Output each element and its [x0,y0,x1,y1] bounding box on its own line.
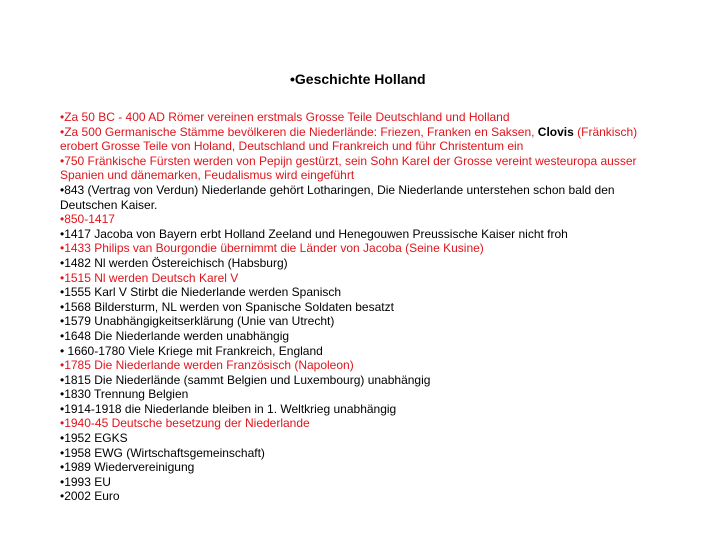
timeline-item: •843 (Vertrag von Verdun) Niederlande gehört Lotharingen, Die Niederlande unterstehen schon bald den [60,182,615,197]
timeline-item: •1433 Philips van Bourgondie übernimmt die Länder von Jacoba (Seine Kusine) [60,241,484,256]
timeline-item: •1914-1918 die Niederlande bleiben in 1. Weltkrieg unabhängig [60,401,397,416]
timeline-item: •1993 EU [60,474,111,489]
slide-title: •Geschichte Holland [290,71,426,87]
timeline-item: •1785 Die Niederlande werden Französisch (Napoleon) [60,358,354,373]
timeline-item: •1648 Die Niederlande werden unabhängig [60,328,290,343]
item-text: •Za 500 Germanische Stämme bevölkeren die Niederlände: Friezen, Franken en Saksen, [60,124,538,139]
timeline-item [60,125,700,140]
timeline-item: •1482 Nl werden Östereichisch (Habsburg) [60,255,288,270]
timeline-item: •1830 Trennung Belgien [60,387,189,402]
item-emphasis: Clovis [537,124,574,139]
timeline-list [60,110,700,504]
item-text: (Fränkisch) [573,124,638,139]
timeline-item: Spanien und dänemarken, Feudalismus wird eingeführt [60,168,355,183]
timeline-item: •1952 EGKS [60,431,128,446]
timeline-item: •1568 Bildersturm, NL werden von Spanische Soldaten besatzt [60,299,394,314]
timeline-item: •1515 Nl werden Deutsch Karel V [60,270,239,285]
timeline-item: • 1660-1780 Viele Kriege mit Frankreich, England [60,343,323,358]
timeline-item: •1958 EWG (Wirtschaftsgemeinschaft) [60,445,265,460]
timeline-item: •1555 Karl V Stirbt die Niederlande werden Spanisch [60,285,342,300]
timeline-item: •1579 Unabhängigkeitserklärung (Unie van Utrecht) [60,314,335,329]
timeline-item: erobert Grosse Teile von Holand, Deutschland und Frankreich und führ Christentum ein [60,139,524,154]
timeline-item: •1815 Die Niederlände (sammt Belgien und Luxembourg) unabhängig [60,372,431,387]
timeline-item: •850-1417 [60,212,115,227]
timeline-item: •2002 Euro [60,489,120,504]
timeline-item: •1940-45 Deutsche besetzung der Niederlande [60,416,310,431]
timeline-item: •1989 Wiedervereinigung [60,460,195,475]
timeline-item: •750 Fränkische Fürsten werden von Pepijn gestürzt, sein Sohn Karel der Grosse vereint westeuropa ausser [60,153,637,168]
timeline-item: •1417 Jacoba von Bayern erbt Holland Zeeland und Henegouwen Preussische Kaiser nicht froh [60,226,568,241]
timeline-item: Deutschen Kaiser. [60,197,158,212]
timeline-item: •Za 50 BC - 400 AD Römer vereinen erstmals Grosse Teile Deutschland und Holland [60,110,510,124]
